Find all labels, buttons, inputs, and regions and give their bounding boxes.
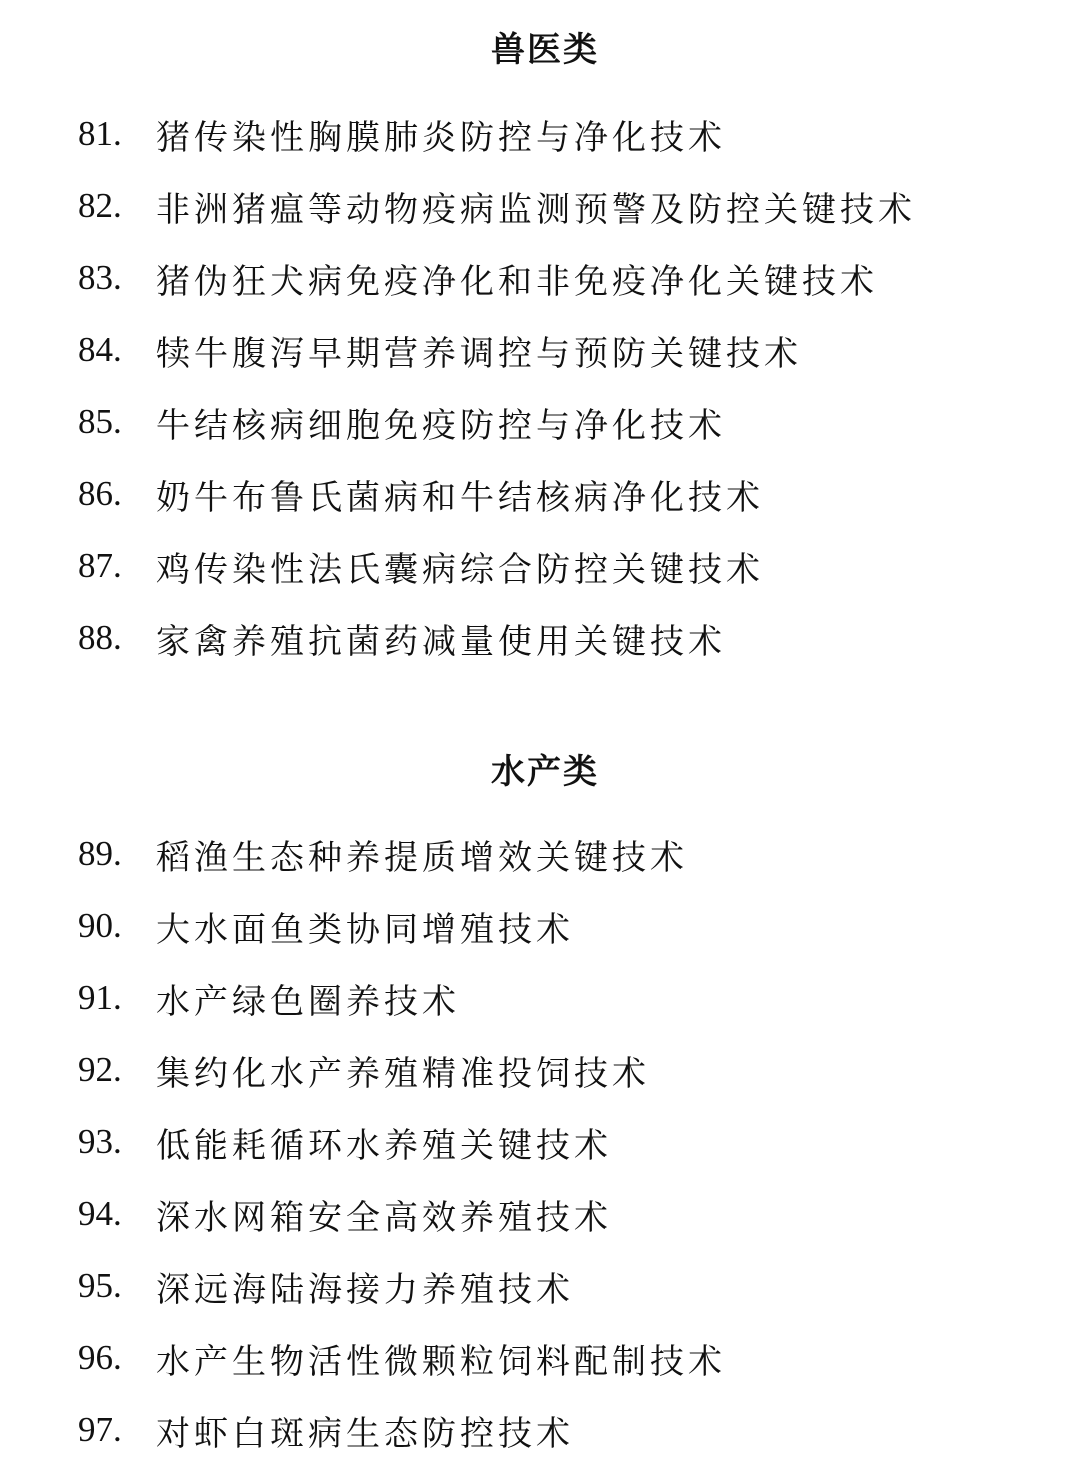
item-number: 90. bbox=[78, 906, 122, 945]
section-title-veterinary: 兽医类 bbox=[491, 30, 599, 70]
list-item bbox=[78, 314, 916, 386]
aquaculture-technology-list bbox=[78, 818, 726, 1466]
item-title: 奶牛布鲁氏菌病和牛结核病净化技术 bbox=[156, 477, 764, 518]
veterinary-technology-list bbox=[78, 98, 916, 674]
item-number: 97. bbox=[78, 1410, 122, 1449]
item-number: 91. bbox=[78, 978, 122, 1017]
item-title: 猪传染性胸膜肺炎防控与净化技术 bbox=[156, 117, 726, 158]
item-title: 牛结核病细胞免疫防控与净化技术 bbox=[156, 405, 726, 446]
list-item bbox=[78, 962, 726, 1034]
item-number: 92. bbox=[78, 1050, 122, 1089]
item-number: 95. bbox=[78, 1266, 122, 1305]
list-item bbox=[78, 1034, 726, 1106]
item-number: 83. bbox=[78, 258, 122, 297]
list-item bbox=[78, 458, 916, 530]
list-item bbox=[78, 170, 916, 242]
item-number: 85. bbox=[78, 402, 122, 441]
list-item bbox=[78, 1394, 726, 1466]
list-item bbox=[78, 1106, 726, 1178]
item-title: 家禽养殖抗菌药减量使用关键技术 bbox=[156, 621, 726, 662]
item-title: 水产绿色圈养技术 bbox=[156, 981, 460, 1022]
item-number: 87. bbox=[78, 546, 122, 585]
item-number: 94. bbox=[78, 1194, 122, 1233]
list-item bbox=[78, 1322, 726, 1394]
list-item bbox=[78, 242, 916, 314]
item-number: 96. bbox=[78, 1338, 122, 1377]
list-item bbox=[78, 818, 726, 890]
list-item bbox=[78, 530, 916, 602]
section-title-aquaculture: 水产类 bbox=[491, 752, 599, 792]
item-number: 89. bbox=[78, 834, 122, 873]
item-title: 低能耗循环水养殖关键技术 bbox=[156, 1125, 612, 1166]
item-title: 稻渔生态种养提质增效关键技术 bbox=[156, 837, 688, 878]
item-number: 82. bbox=[78, 186, 122, 225]
item-number: 93. bbox=[78, 1122, 122, 1161]
list-item bbox=[78, 602, 916, 674]
list-item bbox=[78, 1178, 726, 1250]
item-title: 大水面鱼类协同增殖技术 bbox=[156, 909, 574, 950]
item-title: 猪伪狂犬病免疫净化和非免疫净化关键技术 bbox=[156, 261, 878, 302]
item-title: 对虾白斑病生态防控技术 bbox=[156, 1413, 574, 1454]
item-title: 深远海陆海接力养殖技术 bbox=[156, 1269, 574, 1310]
item-number: 86. bbox=[78, 474, 122, 513]
item-title: 集约化水产养殖精准投饲技术 bbox=[156, 1053, 650, 1094]
item-title: 深水网箱安全高效养殖技术 bbox=[156, 1197, 612, 1238]
list-item bbox=[78, 1250, 726, 1322]
item-number: 88. bbox=[78, 618, 122, 657]
item-number: 81. bbox=[78, 114, 122, 153]
item-title: 犊牛腹泻早期营养调控与预防关键技术 bbox=[156, 333, 802, 374]
list-item bbox=[78, 98, 916, 170]
item-title: 水产生物活性微颗粒饲料配制技术 bbox=[156, 1341, 726, 1382]
list-item bbox=[78, 386, 916, 458]
item-title: 鸡传染性法氏囊病综合防控关键技术 bbox=[156, 549, 764, 590]
item-number: 84. bbox=[78, 330, 122, 369]
item-title: 非洲猪瘟等动物疫病监测预警及防控关键技术 bbox=[156, 189, 916, 230]
list-item bbox=[78, 890, 726, 962]
